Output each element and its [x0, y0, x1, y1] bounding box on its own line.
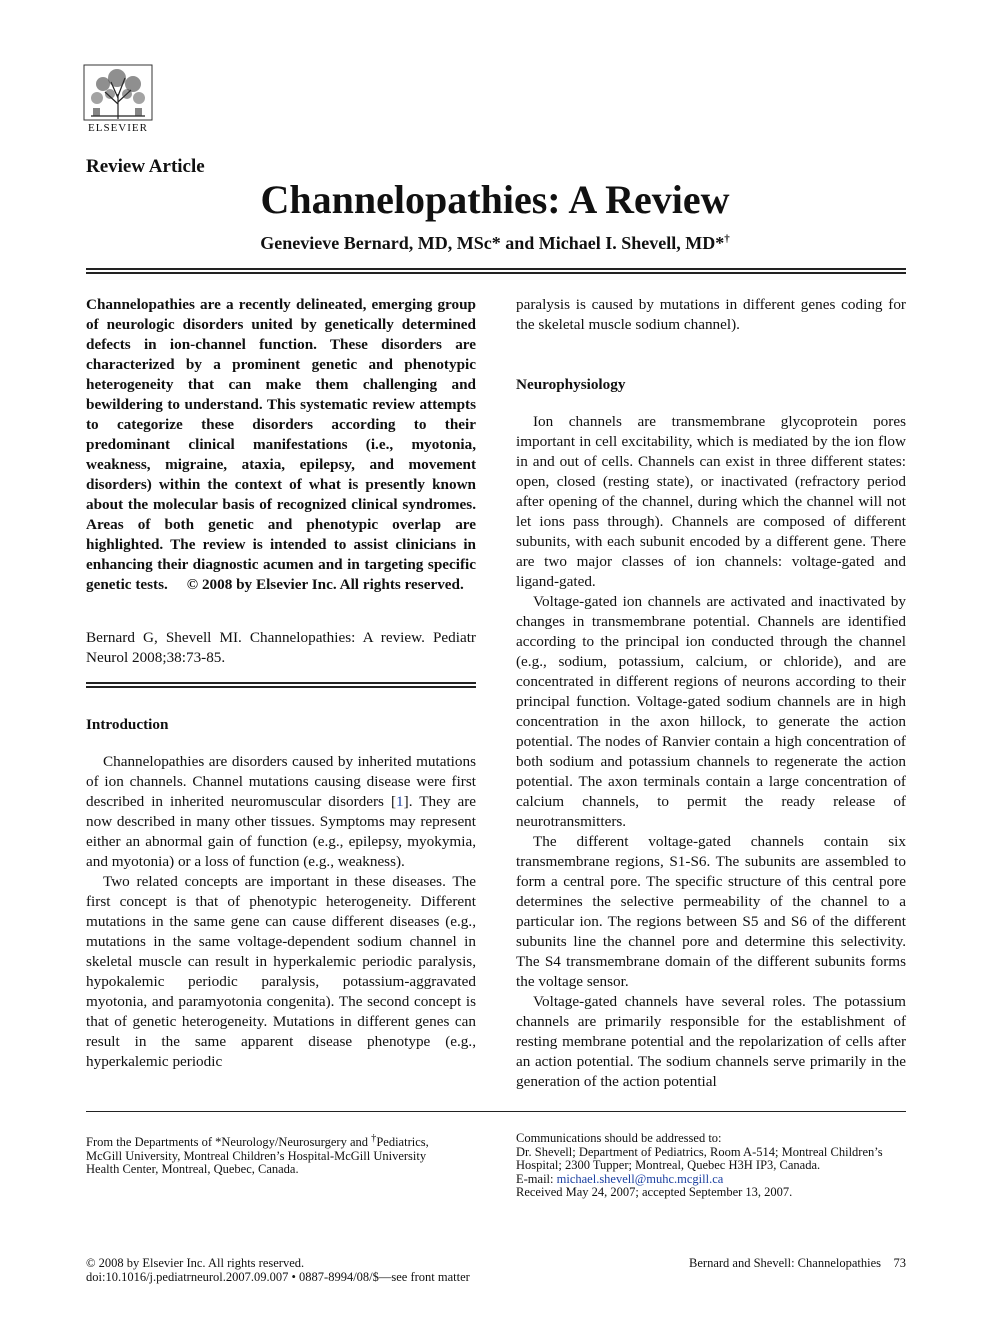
abstract [86, 295, 476, 595]
neuro-paragraph-2: Voltage-gated ion channels are activated and inactivated by changes in transmembrane potential. Channels are identified according to the principal ion conducted through the channel (e.g., sodium, potassium, calcium, or chloride), and are concentrated in different regions of neurons according to their principal function. Voltage-gated sodium channels are in high concentration in the axon hillock, to generate the action potential. The nodes of Ranvier contain a high concentration of both sodium and potassium channels to regenerate the action potential. The axon terminals contain a large concentration of calcium channels, to permit the ready release of neurotransmitters. [516, 593, 906, 830]
abstract-text: Channelopathies are a recently delineated, emerging group of neurologic disorders united by genetically determined defects in ion-channel function. These disorders are characterized by a prominent genetic and phenotypic heterogeneity that can make them challenging and bewildering to understand. This systematic review attempts to categorize these disorders according to their predominant clinical manifestations (i.e., myotonia, weakness, migraine, ataxia, epilepsy, and movement disorders) within the context of what is presently known about the molecular basis of recognized clinical syndromes. Areas of both genetic and phenotypic overlap are highlighted. The review is intended to assist clinicians in enhancing their diagnostic acumen and in targeting specific genetic tests. [86, 296, 476, 593]
page-number: 73 [893, 1256, 906, 1270]
affiliation-line-3: Health Center, Montreal, Quebec, Canada. [86, 1162, 299, 1177]
correspondence [516, 1132, 911, 1200]
publisher-logo-text: ELSEVIER [88, 122, 148, 134]
authors: Genevieve Bernard, MD, MSc* and Michael I. Shevell, MD* [260, 233, 725, 253]
intro-paragraph-1 [86, 752, 476, 872]
email-link[interactable]: michael.shevell@muhc.mcgill.ca [556, 1171, 724, 1186]
neuro-paragraph-3: The different voltage-gated channels contain six transmembrane regions, S1-S6. The subunits are assembled to form a central pore. The specific structure of this central pore determines the selective permeability of the channel to a particular ion. The regions between S5 and S6 of the different subunits line the channel pore and determine this selectivity. The S4 transmembrane domain of the different subunits forms the voltage sensor. [516, 833, 906, 990]
correspondence-line-3: Hospital; 2300 Tupper; Montreal, Quebec H3H IP3, Canada. [516, 1158, 821, 1172]
neuro-paragraph-1: Ion channels are transmembrane glycoprotein pores important in cell excitability, which is mediated by the ion flow in and out of cells. Channels can exist in three different states: open, closed (resting state), or inactivated (refractory period after opening of the channel, during which the channel will not let ions pass through). Channels are composed of different subunits, with each subunit encoded by a different gene. There are two major classes of ion channels: voltage-gated and ligand-gated. [516, 413, 906, 590]
correspondence-line-1: Communications should be addressed to: [516, 1131, 722, 1145]
email-label: E-mail: [516, 1171, 557, 1186]
affiliation-text: From the Departments of *Neurology/Neurosurgery and [86, 1135, 372, 1150]
article-type: Review Article [86, 156, 205, 177]
introduction-heading: Introduction [86, 716, 169, 733]
footer-doi: doi:10.1016/j.pediatrneurol.2007.09.007 • 0887-8994/08/$—see front matter [86, 1270, 470, 1284]
citation-text: Bernard G, Shevell MI. Channelopathies: A review. Pediatr Neurol 2008;38:73-85. [86, 629, 476, 666]
footer-right [689, 1256, 906, 1270]
author-line [0, 233, 990, 254]
footnote-divider [86, 1111, 906, 1112]
intro-p1-text: Channelopathies are disorders caused by inherited mutations of ion channels. Channel mutations causing disease were first described in inherited neuromuscular disorders [ [86, 753, 476, 810]
citation [86, 628, 476, 668]
affiliation-line-1 [86, 1132, 476, 1150]
affiliation-text-cont: Pediatrics, [376, 1135, 429, 1150]
abstract-copyright: © 2008 by Elsevier Inc. All rights reserved. [186, 576, 464, 593]
footer-left [86, 1256, 470, 1284]
received-dates: Received May 24, 2007; accepted September 13, 2007. [516, 1185, 793, 1199]
article-title: Channelopathies: A Review [260, 177, 730, 222]
intro-continued-text: paralysis is caused by mutations in different genes coding for the skeletal muscle sodium channel). [516, 296, 906, 333]
intro-paragraph-2: Two related concepts are important in these diseases. The first concept is that of phenotypic heterogeneity. Different mutations in the same gene can cause different diseases (e.g., mutations in the same voltage-dependent sodium channel in skeletal muscle can result in hyperkalemic periodic paralysis, hypokalemic periodic paralysis, potassium-aggravated myotonia, and paramyotonia congenita). The second concept is that of genetic heterogeneity. Mutations in different genes can result in the same apparent disease phenotype (e.g., hyperkalemic periodic [86, 873, 476, 1070]
running-title: Bernard and Shevell: Channelopathies [689, 1256, 881, 1270]
footer-copyright: © 2008 by Elsevier Inc. All rights reserved. [86, 1256, 305, 1270]
title-divider [86, 268, 906, 274]
affiliation-line-2: McGill University, Montreal Children’s Hospital-McGill University [86, 1148, 427, 1163]
reference-link-1[interactable]: 1 [396, 793, 404, 810]
affiliations [86, 1132, 476, 1177]
abstract-divider [86, 682, 476, 688]
correspondence-email-line [516, 1173, 911, 1187]
affiliation-mark: † [371, 1133, 377, 1144]
intro-p1-text-cont: ]. They are now described in many other tissues. Symptoms may represent either an abnormal gain of function (e.g., epilepsy, myokymia, and myotonia) or a loss of function (e.g., weakness). [86, 793, 476, 870]
introduction-body [86, 752, 476, 1072]
correspondence-line-2: Dr. Shevell; Department of Pediatrics, Room A-514; Montreal Children’s [516, 1144, 883, 1159]
neurophysiology-heading: Neurophysiology [516, 376, 626, 393]
neurophysiology-body [516, 412, 906, 1092]
author-mark: † [724, 233, 730, 245]
introduction-continued [516, 295, 906, 335]
neuro-paragraph-4: Voltage-gated channels have several roles. The potassium channels are primarily responsible for the establishment of resting membrane potential and the repolarization of cells after an action potential. The sodium channels serve primarily in the generation of the action potential [516, 993, 906, 1090]
